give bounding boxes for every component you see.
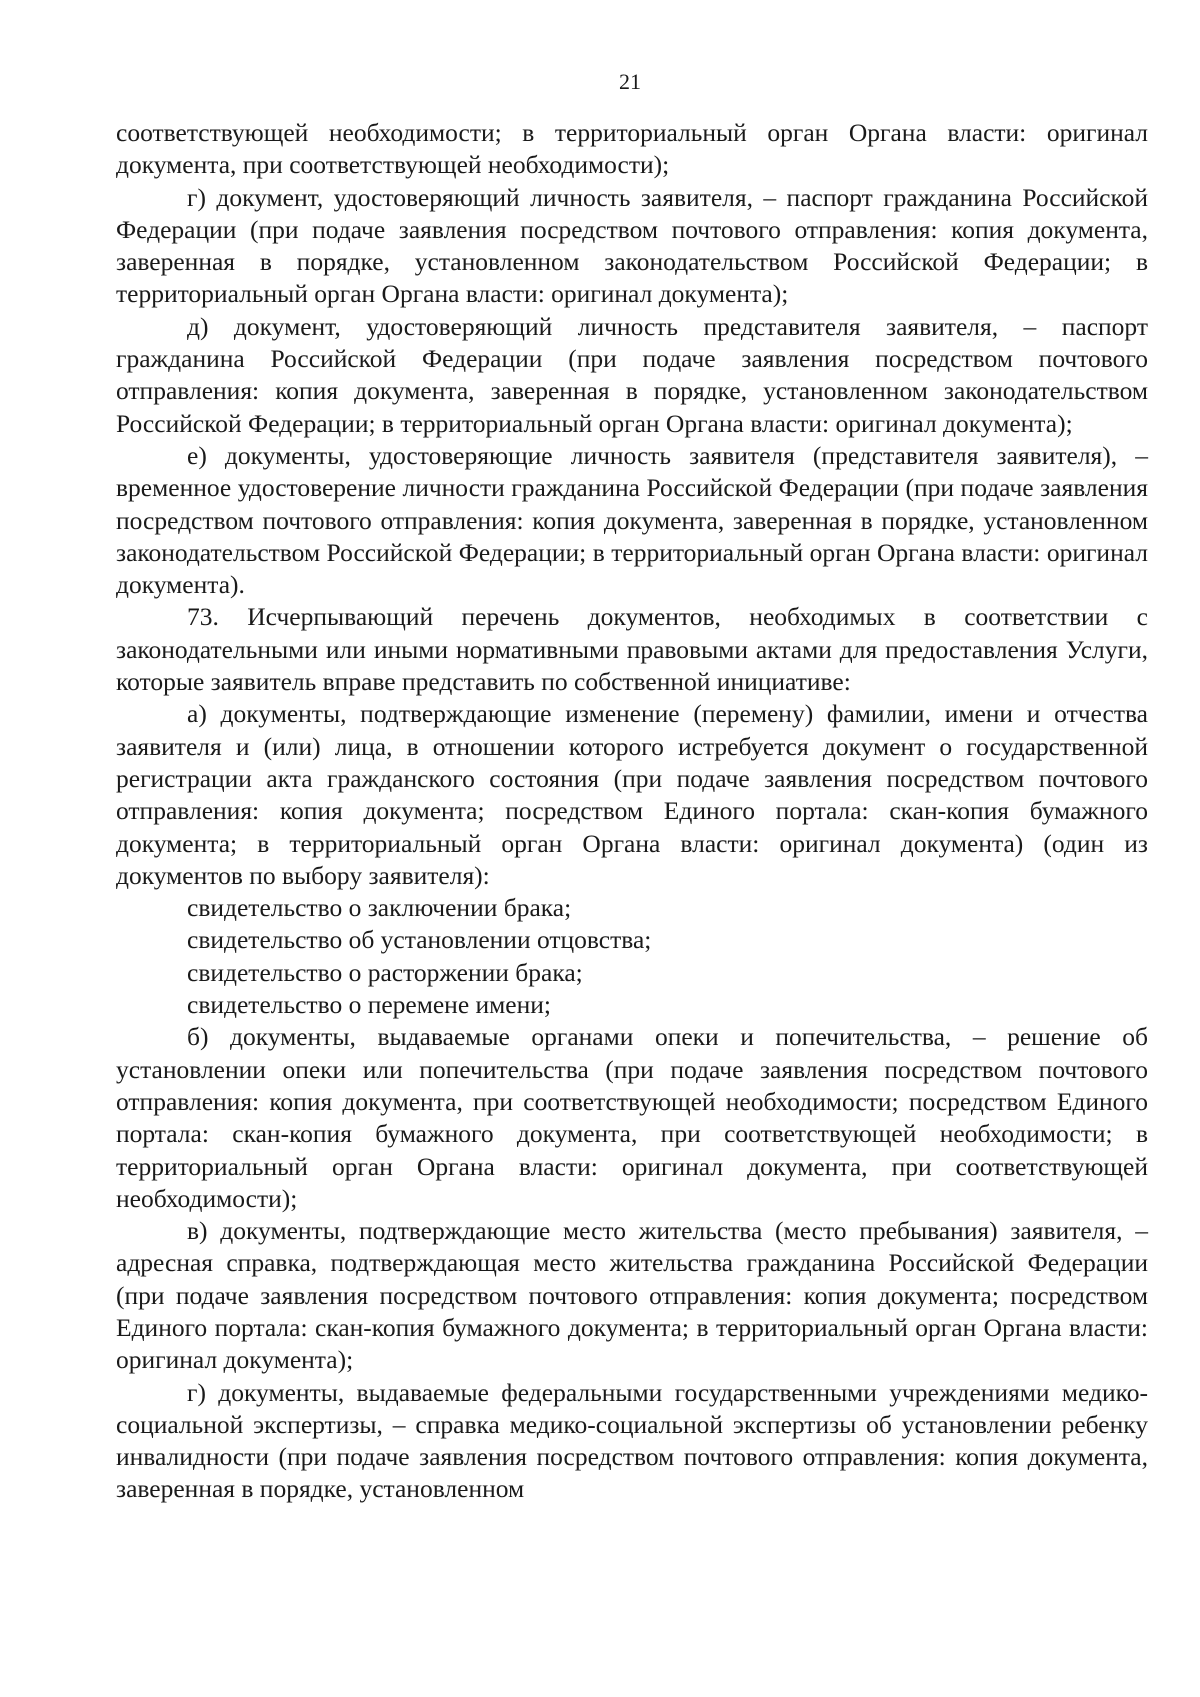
paragraph: г) документы, выдаваемые федеральными государственными учреждениями медико-социальной экспертизы, – справка медико-социальной экспертизы об установлении ребенку инвалидности (при подаче заявления посредством почтового отправления: копия документа, заверенная в порядке, установленном (116, 1377, 1148, 1504)
paragraph: 73. Исчерпывающий перечень документов, необходимых в соответствии с законодательными или иными нормативными правовыми актами для предоставления Услуги, которые заявитель вправе представить по собственной инициативе: (116, 602, 1148, 697)
page-number: 21 (619, 69, 641, 94)
paragraph: б) документы, выдаваемые органами опеки и попечительства, – решение об установлении опеки или попечительства (при подаче заявления посредством почтового отправления: копия документа, при соответствующей необходимости; посредством Единого портала: скан-копия бумажного документа, при соответствующей необходимости; в территориальный орган Органа власти: оригинал документа, при соответствующей необходимости); (116, 1022, 1148, 1213)
list-item: свидетельство о расторжении брака; (187, 957, 583, 987)
list-item: свидетельство о перемене имени; (187, 990, 551, 1020)
paragraph: соответствующей необходимости; в территориальный орган Органа власти: оригинал документа, при соответствующей необходимости); (116, 118, 1148, 180)
paragraph: а) документы, подтверждающие изменение (перемену) фамилии, имени и отчества заявителя и (или) лица, в отношении которого истребуется документ о государственной регистрации акта гражданского состояния (при подаче заявления посредством почтового отправления: копия документа; посредством Единого портала: скан-копия бумажного документа; в территориальный орган Органа власти: оригинал документа) (один из документов по выбору заявителя): (116, 699, 1148, 890)
paragraph: г) документ, удостоверяющий личность заявителя, – паспорт гражданина Российской Федерации (при подаче заявления посредством почтового отправления: копия документа, заверенная в порядке, установленном законодательством Российской Федерации; в территориальный орган Органа власти: оригинал документа); (116, 182, 1148, 309)
paragraph: д) документ, удостоверяющий личность представителя заявителя, – паспорт гражданина Российской Федерации (при подаче заявления посредством почтового отправления: копия документа, заверенная в порядке, установленном законодательством Российской Федерации; в территориальный орган Органа власти: оригинал документа); (116, 311, 1148, 438)
paragraph: е) документы, удостоверяющие личность заявителя (представителя заявителя), – временное удостоверение личности гражданина Российской Федерации (при подаче заявления посредством почтового отправления: копия документа, заверенная в порядке, установленном законодательством Российской Федерации; в территориальный орган Органа власти: оригинал документа). (116, 440, 1148, 600)
list-item: свидетельство о заключении брака; (187, 893, 572, 923)
document-body (116, 117, 1148, 1506)
list-item: свидетельство об установлении отцовства; (187, 925, 652, 955)
paragraph: в) документы, подтверждающие место жительства (место пребывания) заявителя, – адресная справка, подтверждающая место жительства гражданина Российской Федерации (при подаче заявления посредством почтового отправления: копия документа; посредством Единого портала: скан-копия бумажного документа; в территориальный орган Органа власти: оригинал документа); (116, 1216, 1148, 1375)
